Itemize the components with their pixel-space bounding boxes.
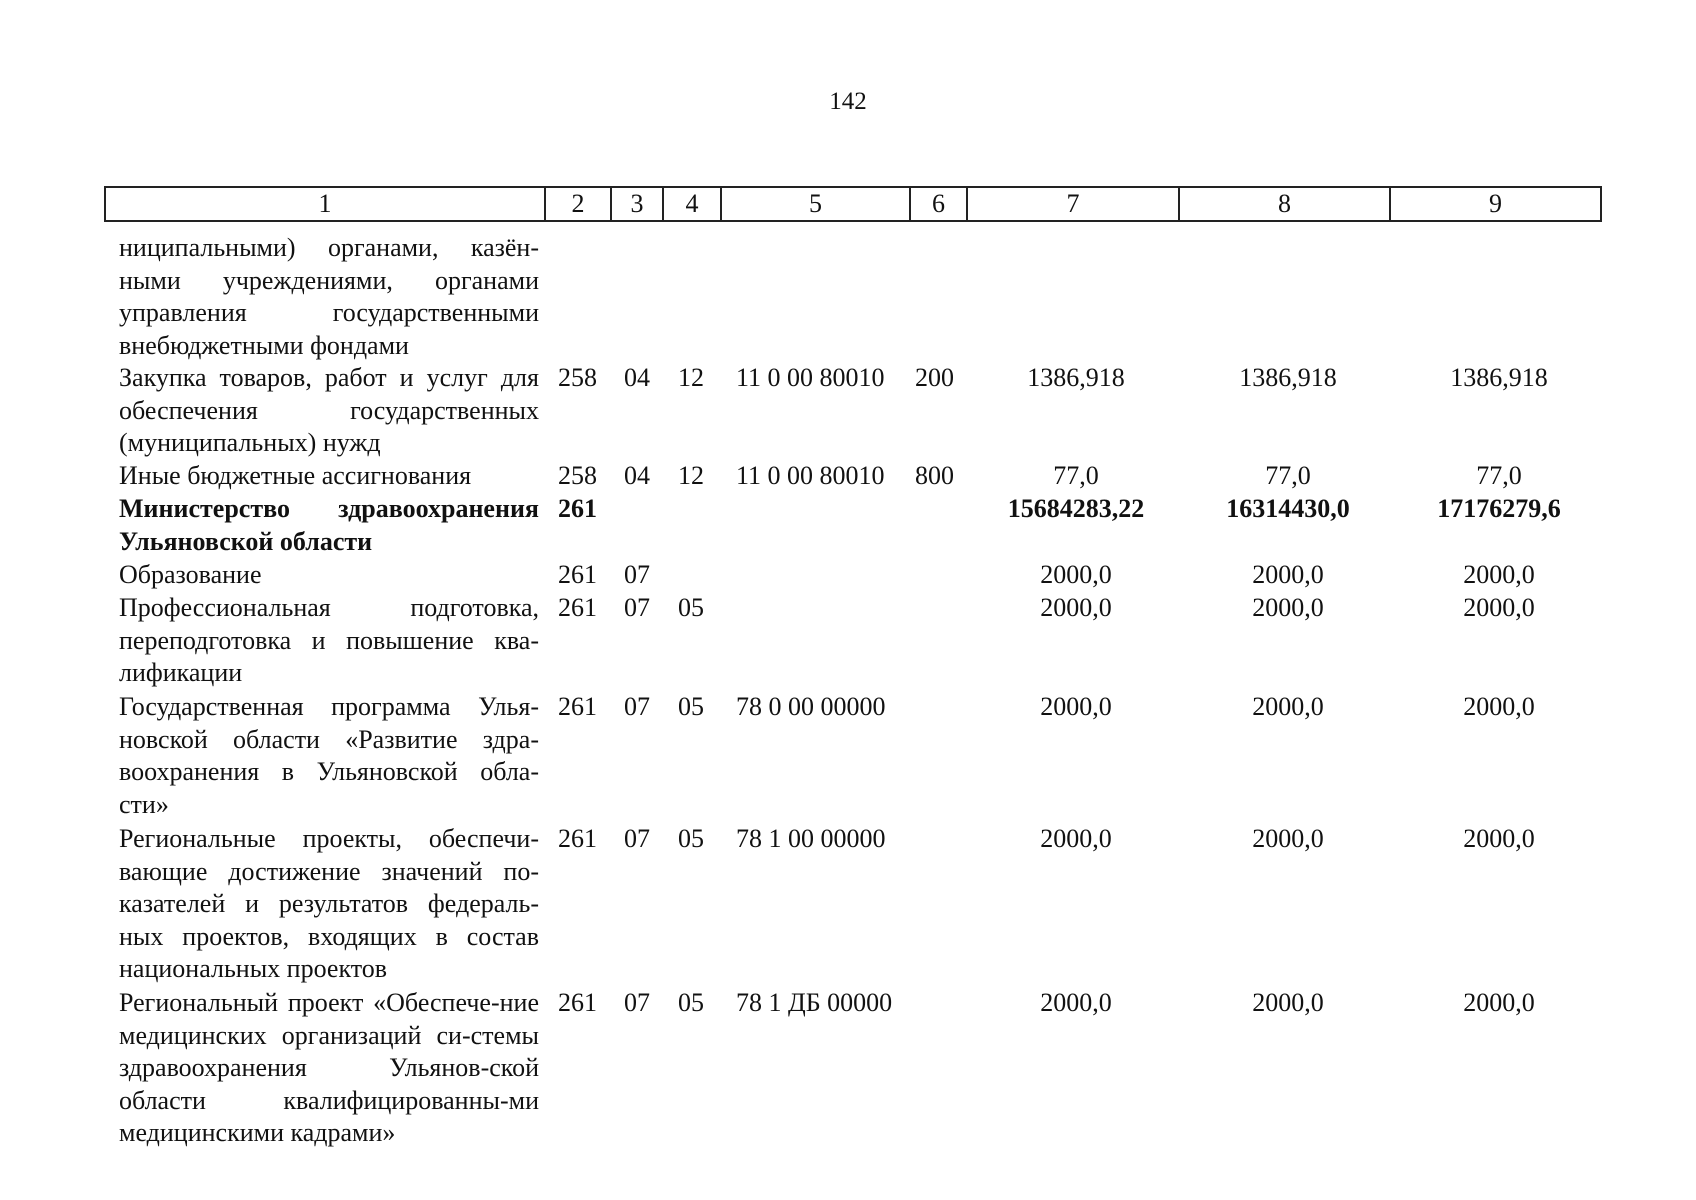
row-value-8: 16314430,0 [1226,494,1350,523]
row-value-8: 2000,0 [1252,824,1324,853]
row-value-7: 2000,0 [1040,692,1112,721]
column-header-5: 5 [721,187,910,221]
row-name: Иные бюджетные ассигнования [119,461,472,490]
row-value-7: 2000,0 [1040,593,1112,622]
row-code-2: 261 [558,824,597,853]
row-value-7: 2000,0 [1040,560,1112,589]
row-value-8: 2000,0 [1252,593,1324,622]
row-value-8: 2000,0 [1252,692,1324,721]
row-value-9: 2000,0 [1463,593,1535,622]
row-code-4: 05 [678,692,704,721]
column-header-table [104,186,1602,222]
row-value-8: 2000,0 [1252,988,1324,1017]
row-value-7: 77,0 [1053,461,1099,490]
column-header-2: 2 [545,187,611,221]
column-header-8: 8 [1179,187,1390,221]
row-value-8: 1386,918 [1239,363,1337,392]
row-code-5: 11 0 00 80010 [736,461,885,490]
row-code-5: 78 0 00 00000 [736,692,886,721]
row-value-9: 77,0 [1476,461,1522,490]
row-code-4: 12 [678,363,704,392]
row-code-6: 200 [915,363,954,392]
row-value-9: 17176279,6 [1437,494,1561,523]
row-code-2: 261 [558,988,597,1017]
row-code-2: 261 [558,560,597,589]
row-code-4: 05 [678,988,704,1017]
row-code-3: 07 [624,560,650,589]
row-code-3: 04 [624,363,650,392]
column-header-4: 4 [663,187,721,221]
row-value-9: 2000,0 [1463,824,1535,853]
row-code-4: 12 [678,461,704,490]
row-code-4: 05 [678,593,704,622]
row-name: ниципальными) органами, казён-ными учреждениями, органами управления государственными внебюджетными фондами [119,233,539,360]
row-value-7: 2000,0 [1040,988,1112,1017]
row-name: Образование [119,560,262,589]
row-code-6: 800 [915,461,954,490]
column-header-1: 1 [105,187,545,221]
row-code-2: 261 [558,593,597,622]
row-code-2: 261 [558,692,597,721]
row-code-3: 07 [624,988,650,1017]
row-code-5: 78 1 00 00000 [736,824,886,853]
row-value-9: 2000,0 [1463,692,1535,721]
row-name: Государственная программа Улья-новской области «Развитие здра-воохранения в Ульяновской обла-сти» [119,692,539,819]
column-header-7: 7 [967,187,1179,221]
column-header-row [105,187,1601,221]
row-name: Региональный проект «Обеспече-ние медицинских организаций си-стемы здравоохранения Ульянов-ской области квалифицированны-ми медицинскими кадрами» [119,988,539,1147]
row-code-5: 78 1 ДБ 00000 [736,988,893,1017]
page-number: 142 [829,88,867,115]
row-value-9: 2000,0 [1463,988,1535,1017]
row-value-7: 1386,918 [1027,363,1125,392]
row-code-3: 07 [624,824,650,853]
column-header-6: 6 [910,187,967,221]
row-code-5: 11 0 00 80010 [736,363,885,392]
row-value-7: 2000,0 [1040,824,1112,853]
row-value-8: 2000,0 [1252,560,1324,589]
row-value-9: 2000,0 [1463,560,1535,589]
row-code-2: 258 [558,461,597,490]
column-header-9: 9 [1390,187,1601,221]
row-value-7: 15684283,22 [1007,494,1145,523]
column-header-3: 3 [611,187,663,221]
row-name: Закупка товаров, работ и услуг для обеспечения государственных (муниципальных) нужд [119,363,539,457]
row-code-3: 07 [624,692,650,721]
row-code-3: 07 [624,593,650,622]
row-name: Профессиональная подготовка, переподготовка и повышение ква-лификации [119,593,539,687]
row-name: Региональные проекты, обеспечи-вающие достижение значений по-казателей и результатов федераль-ных проектов, входящих в состав национальных проектов [119,824,539,983]
row-code-2: 261 [558,494,597,523]
row-value-9: 1386,918 [1450,363,1548,392]
row-name: Министерство здравоохранения Ульяновской области [119,494,539,556]
row-code-3: 04 [624,461,650,490]
row-code-2: 258 [558,363,597,392]
row-value-8: 77,0 [1265,461,1311,490]
row-code-4: 05 [678,824,704,853]
